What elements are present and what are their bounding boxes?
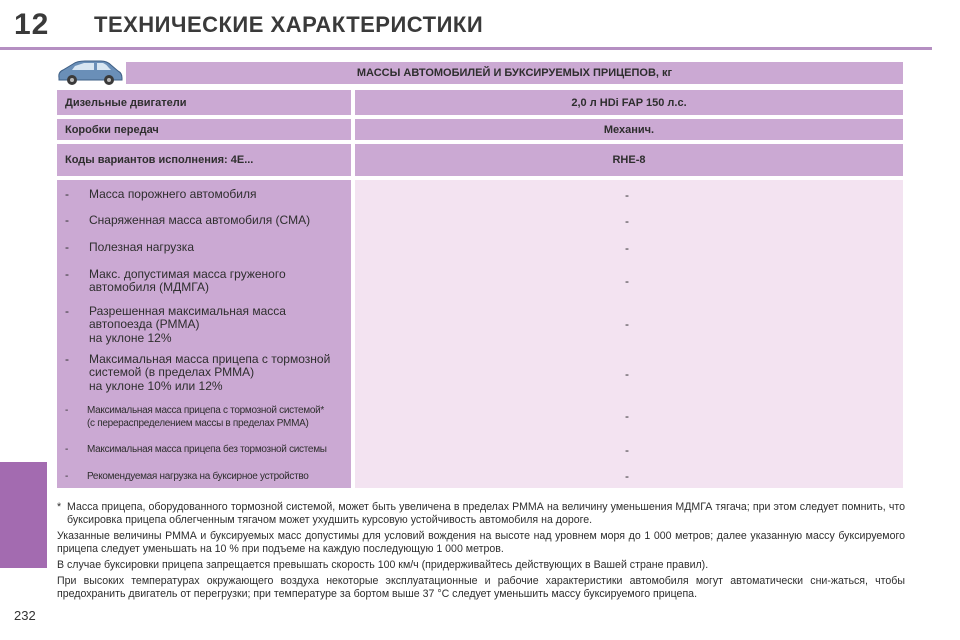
item-text: Рекомендуемая нагрузка на буксирное устройство bbox=[87, 471, 309, 482]
row-value: RHE-8 bbox=[355, 144, 903, 176]
item-dash: - bbox=[65, 187, 69, 201]
item-text: Разрешенная максимальная масса автопоезда (РММА) bbox=[89, 304, 286, 331]
row-label: Коды вариантов исполнения: 4E... bbox=[57, 144, 351, 176]
item-value: - bbox=[625, 443, 629, 457]
item-value: - bbox=[625, 241, 629, 255]
chapter-title: ТЕХНИЧЕСКИЕ ХАРАКТЕРИСТИКИ bbox=[94, 12, 484, 37]
table-row-variant-codes bbox=[57, 144, 903, 176]
table-row-gearbox bbox=[57, 119, 903, 140]
item-subtext: (с перераспределением массы в пределах РММА) bbox=[87, 418, 309, 429]
item-subtext: на уклоне 10% или 12% bbox=[89, 379, 223, 393]
item-subtext: на уклоне 12% bbox=[89, 331, 172, 345]
item-value: - bbox=[625, 317, 629, 331]
chapter-side-tab bbox=[0, 462, 47, 568]
item-text: Полезная нагрузка bbox=[89, 240, 194, 254]
footnote-text: Масса прицепа, оборудованного тормозной системой, может быть увеличена в пределах РММА на величину уменьшения МДМГА тягача; при этом следует помнить, что буксировка прицепа облегченным тягачом может ухудшить курсовую устойчивость автомобиля на дороге. bbox=[67, 501, 905, 526]
item-text: Масса порожнего автомобиля bbox=[89, 187, 257, 201]
table-body-values bbox=[355, 180, 903, 488]
item-value: - bbox=[625, 188, 629, 202]
row-label: Коробки передач bbox=[57, 119, 351, 140]
item-value: - bbox=[625, 409, 629, 423]
item-dash: - bbox=[65, 471, 69, 482]
footnote bbox=[57, 501, 905, 527]
item-dash: - bbox=[65, 304, 69, 318]
row-value: Механич. bbox=[355, 119, 903, 140]
item-value: - bbox=[625, 469, 629, 483]
item-dash: - bbox=[65, 405, 69, 416]
item-value: - bbox=[625, 214, 629, 228]
item-text: Снаряженная масса автомобиля (СМА) bbox=[89, 213, 311, 227]
chapter-number: 12 bbox=[14, 8, 50, 41]
item-dash: - bbox=[65, 267, 69, 281]
item-dash: - bbox=[65, 240, 69, 254]
table-row-engine bbox=[57, 90, 903, 115]
note-paragraph: В случае буксировки прицепа запрещается превышать скорость 100 км/ч (придерживайтесь действующих в Вашей стране правил). bbox=[57, 559, 709, 571]
row-label: Дизельные двигатели bbox=[57, 90, 351, 115]
table-title: МАССЫ АВТОМОБИЛЕЙ И БУКСИРУЕМЫХ ПРИЦЕПОВ, кг bbox=[126, 62, 903, 84]
item-dash: - bbox=[65, 213, 69, 227]
table-body-labels bbox=[57, 180, 351, 488]
item-dash: - bbox=[65, 444, 69, 455]
page-number: 232 bbox=[14, 608, 36, 623]
item-text: Максимальная масса прицепа без тормозной системы bbox=[87, 444, 327, 455]
car-icon bbox=[55, 56, 125, 86]
item-text: Макс. допустимая масса груженого автомобиля (МДМГА) bbox=[89, 267, 286, 294]
note-paragraph: При высоких температурах окружающего воздуха некоторые эксплуатационные и рабочие характеристики автомобиля могут автоматически сни-жаться, чтобы предохранить двигатель от перегрузки; при температуре за бортом выше 37 °С следует уменьшить массу буксируемого прицепа. bbox=[57, 575, 905, 600]
notes bbox=[57, 501, 905, 604]
header-rule bbox=[0, 47, 932, 50]
footnote-star: * bbox=[57, 501, 62, 513]
item-text: Максимальная масса прицепа с тормозной системой* bbox=[87, 405, 324, 416]
item-text: Максимальная масса прицепа с тормозной системой (в пределах РММА) bbox=[89, 352, 331, 379]
row-value: 2,0 л HDi FAP 150 л.с. bbox=[355, 90, 903, 115]
item-value: - bbox=[625, 274, 629, 288]
item-value: - bbox=[625, 367, 629, 381]
item-dash: - bbox=[65, 352, 69, 366]
note-paragraph: Указанные величины РММА и буксируемых масс допустимы для условий вождения на высоте над уровнем моря до 1 000 метров; далее указанную массу буксируемого прицепа следует уменьшать на 10 % при подъеме на каждую последующую 1 000 метров. bbox=[57, 530, 905, 555]
